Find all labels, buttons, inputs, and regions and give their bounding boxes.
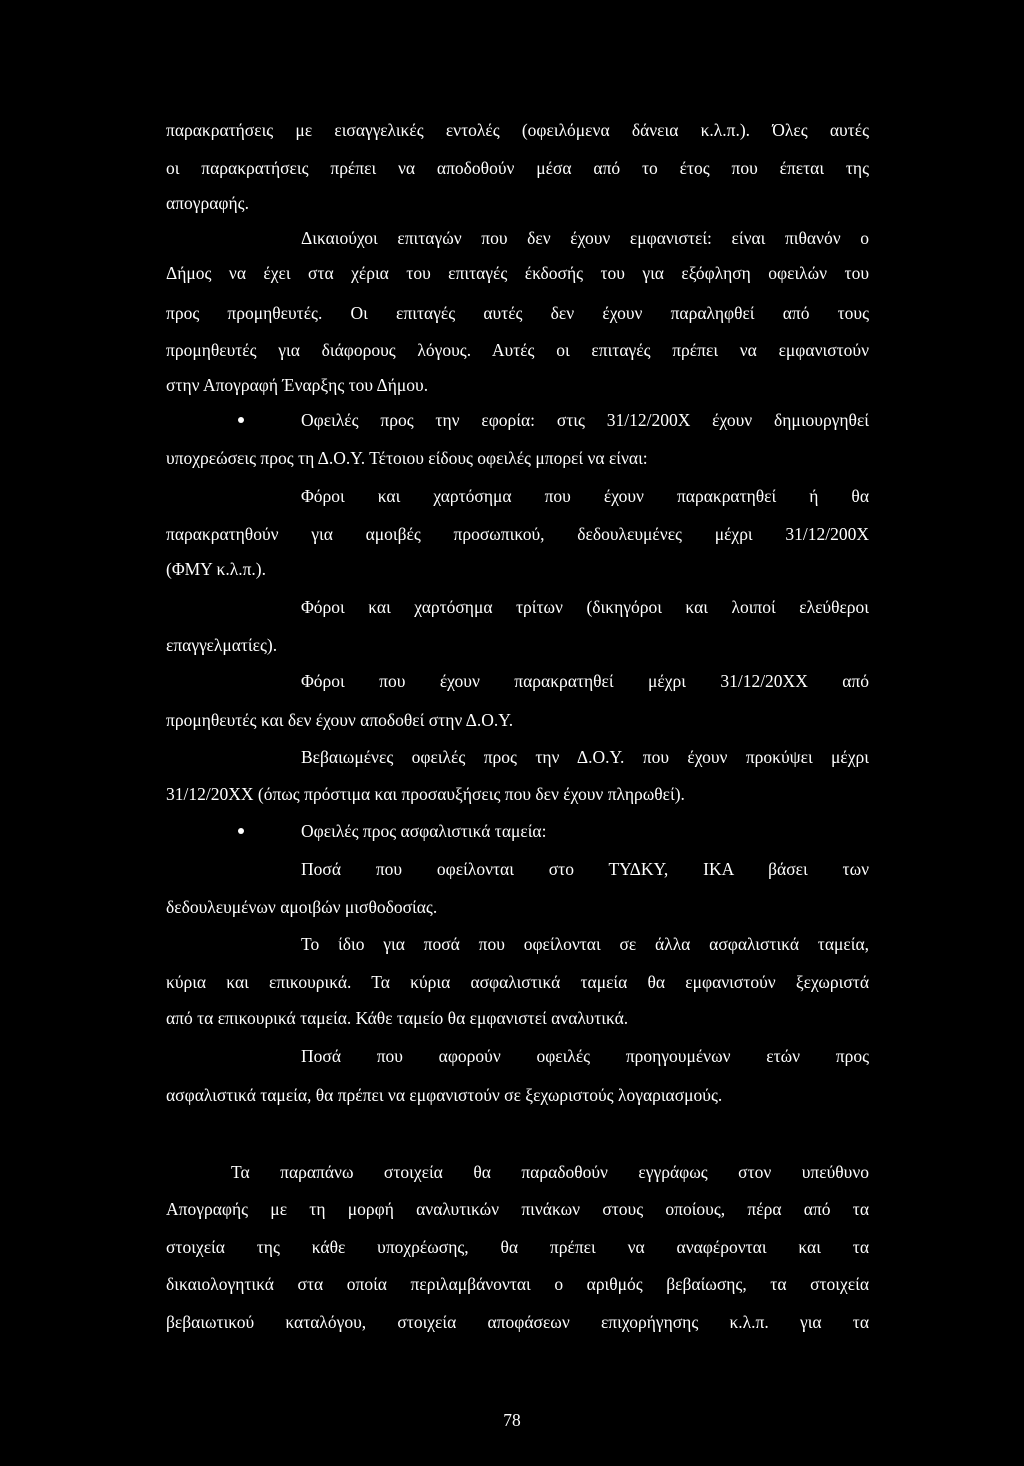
text-line: στην Απογραφή Έναρξης του Δήμου.: [166, 375, 429, 395]
page-number: 78: [503, 1410, 521, 1430]
text-line: Βεβαιωμένες οφειλές προς την Δ.Ο.Υ. που έχουν προκύψει μέχρι: [301, 747, 869, 767]
text-line: (ΦΜΥ κ.λ.π.).: [166, 559, 267, 579]
text-line: Δικαιούχοι επιταγών που δεν έχουν εμφανιστεί: είναι πιθανόν ο: [301, 228, 869, 248]
bullet-text: Οφειλές προς την εφορία: στις 31/12/200Χ έχουν δημιουργηθεί: [301, 410, 869, 430]
text-line: παρακρατηθούν για αμοιβές προσωπικού, δεδουλευμένες μέχρι 31/12/200Χ: [166, 524, 869, 544]
bullet-text: Οφειλές προς ασφαλιστικά ταμεία:: [301, 821, 547, 841]
text-line: προμηθευτές και δεν έχουν αποδοθεί στην Δ.Ο.Υ.: [166, 710, 514, 730]
text-line: από τα επικουρικά ταμεία. Κάθε ταμείο θα εμφανιστεί αναλυτικά.: [166, 1008, 629, 1028]
text-line: Φόροι και χαρτόσημα που έχουν παρακρατηθεί ή θα: [301, 486, 869, 506]
text-line: προμηθευτές για διάφορους λόγους. Αυτές οι επιταγές πρέπει να εμφανιστούν: [166, 340, 869, 360]
text-line: Φόροι και χαρτόσημα τρίτων (δικηγόροι και λοιποί ελεύθεροι: [301, 597, 869, 617]
text-line: Φόροι που έχουν παρακρατηθεί μέχρι 31/12/20ΧΧ από: [301, 671, 869, 691]
text-line: Ποσά που αφορούν οφειλές προηγουμένων ετών προς: [301, 1046, 869, 1066]
text-line: παρακρατήσεις με εισαγγελικές εντολές (οφειλόμενα δάνεια κ.λ.π.). Όλες αυτές: [166, 120, 869, 140]
bullet-icon: [238, 417, 244, 423]
text-line: στοιχεία της κάθε υποχρέωσης, θα πρέπει να αναφέρονται και τα: [166, 1237, 869, 1257]
text-line: δεδουλευμένων αμοιβών μισθοδοσίας.: [166, 897, 438, 917]
text-line: υποχρεώσεις προς τη Δ.Ο.Υ. Τέτοιου είδους οφειλές μπορεί να είναι:: [166, 448, 648, 468]
text-line: κύρια και επικουρικά. Τα κύρια ασφαλιστικά ταμεία θα εμφανιστούν ξεχωριστά: [166, 972, 869, 992]
text-line: Ποσά που οφείλονται στο ΤΥΔΚΥ, ΙΚΑ βάσει των: [301, 859, 869, 879]
text-line: 31/12/20ΧΧ (όπως πρόστιμα και προσαυξήσεις που δεν έχουν πληρωθεί).: [166, 784, 685, 804]
bullet-item-tax-office: [238, 409, 869, 431]
text-line: ασφαλιστικά ταμεία, θα πρέπει να εμφανιστούν σε ξεχωριστούς λογαριασμούς.: [166, 1085, 723, 1105]
text-line: οι παρακρατήσεις πρέπει να αποδοθούν μέσα από το έτος που έπεται της: [166, 158, 869, 178]
text-line: Το ίδιο για ποσά που οφείλονται σε άλλα ασφαλιστικά ταμεία,: [301, 934, 869, 954]
text-line: Τα παραπάνω στοιχεία θα παραδοθούν εγγράφως στον υπεύθυνο: [231, 1162, 869, 1182]
text-line: δικαιολογητικά στα οποία περιλαμβάνονται ο αριθμός βεβαίωσης, τα στοιχεία: [166, 1274, 869, 1294]
text-line: Δήμος να έχει στα χέρια του επιταγές έκδοσής του για εξόφληση οφειλών του: [166, 263, 869, 283]
text-line: Απογραφής με τη μορφή αναλυτικών πινάκων στους οποίους, πέρα από τα: [166, 1199, 869, 1219]
text-line: προς προμηθευτές. Οι επιταγές αυτές δεν έχουν παραληφθεί από τους: [166, 303, 869, 323]
text-line: βεβαιωτικού καταλόγου, στοιχεία αποφάσεων επιχορήγησης κ.λ.π. για τα: [166, 1312, 869, 1332]
text-line: επαγγελματίες).: [166, 635, 278, 655]
bullet-item-insurance-funds: [238, 820, 869, 842]
text-line: απογραφής.: [166, 193, 249, 213]
bullet-icon: [238, 828, 244, 834]
